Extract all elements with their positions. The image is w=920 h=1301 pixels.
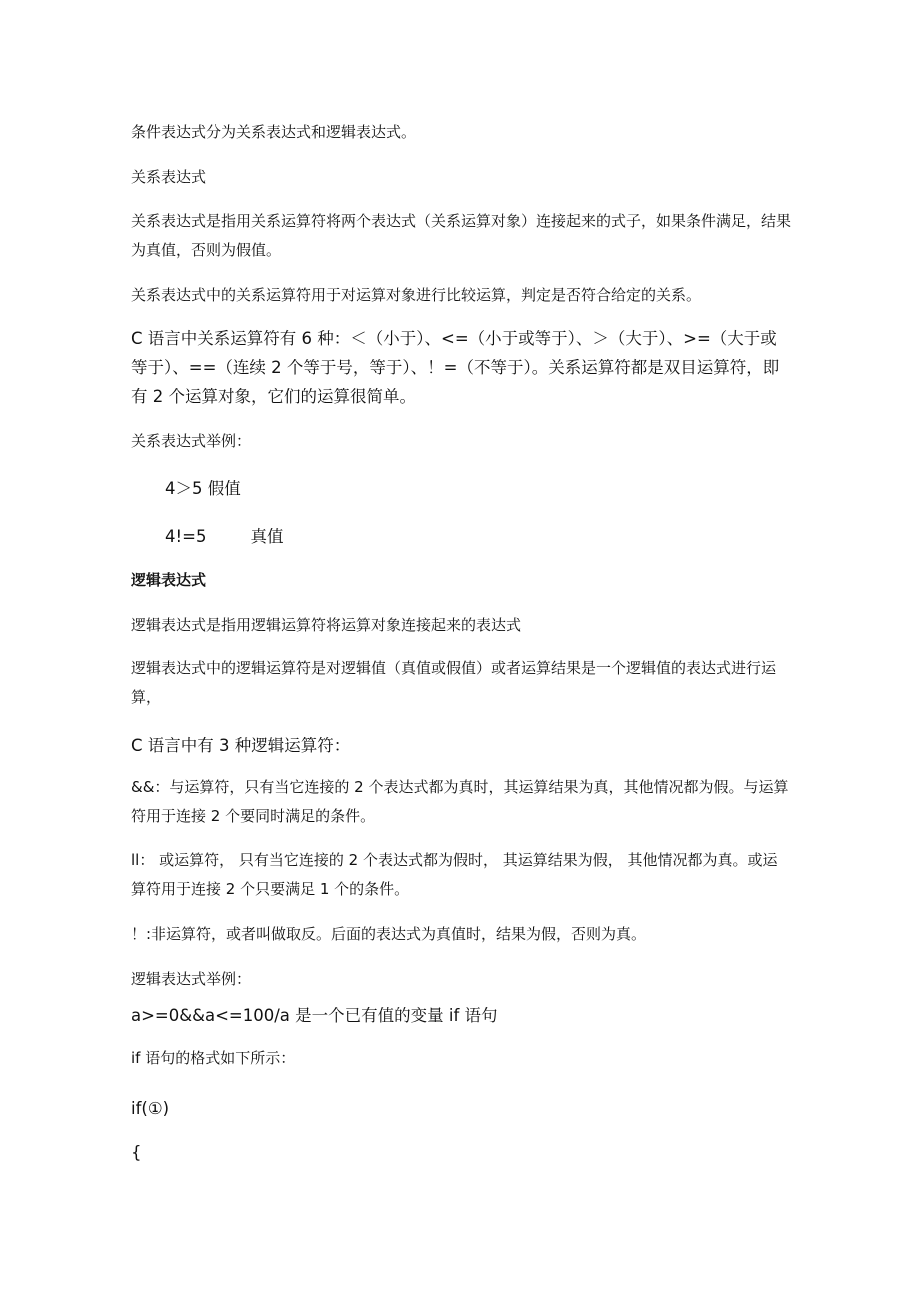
paragraph-intro: 条件表达式分为关系表达式和逻辑表达式。: [131, 123, 417, 141]
heading-relational-expression: 关系表达式: [131, 168, 207, 186]
heading-logical-expression: 逻辑表达式: [131, 571, 207, 589]
code-if-line: if(①): [131, 1099, 170, 1118]
paragraph-logical-example-title: 逻辑表达式举例：: [131, 970, 252, 988]
paragraph-logical-operators-count: C 语言中有 3 种逻辑运算符：: [131, 736, 351, 755]
paragraph-relational-definition: 关系表达式是指用关系运算符将两个表达式（关系运算对象）连接起来的式子，如果条件满足，结果为真值，否则为假值。: [131, 212, 792, 259]
paragraph-logical-definition: 逻辑表达式是指用逻辑运算符将运算对象连接起来的表达式: [131, 616, 522, 634]
paragraph-and-operator: &&：与运算符，只有当它连接的 2 个表达式都为真时，其运算结果为真，其他情况都为假。与运算符用于连接 2 个要同时满足的条件。: [131, 778, 789, 825]
example-relational-2-expr: 4!=5: [165, 527, 207, 546]
paragraph-relational-example-title: 关系表达式举例：: [131, 432, 252, 450]
code-open-brace: {: [131, 1143, 142, 1162]
paragraph-if-statement-format: if 语句的格式如下所示：: [131, 1049, 296, 1067]
paragraph-logical-example: a>=0&&a<=100/a 是一个已有值的变量 if 语句: [131, 1006, 498, 1025]
paragraph-relational-operators-list: C 语言中关系运算符有 6 种：＜（小于）、<=（小于或等于）、＞（大于）、>=（大于或等于）、==（连续 2 个等于号，等于）、！=（不等于）。关系运算符都是双目运算符，即有 2 个运算对象，它们的运算很简单。: [131, 329, 780, 406]
example-relational-1: 4＞5 假值: [165, 479, 241, 498]
example-relational-2-value: 真值: [250, 527, 284, 546]
example-relational-2: [165, 522, 825, 551]
paragraph-or-operator: ll： 或运算符， 只有当它连接的 2 个表达式都为假时， 其运算结果为假， 其他情况都为真。或运算符用于连接 2 个只要满足 1 个的条件。: [131, 851, 778, 898]
paragraph-relational-operators-purpose: 关系表达式中的关系运算符用于对运算对象进行比较运算，判定是否符合给定的关系。: [131, 286, 702, 304]
paragraph-not-operator: ！:非运算符，或者叫做取反。后面的表达式为真值时，结果为假，否则为真。: [131, 925, 647, 943]
paragraph-logical-operators-purpose: 逻辑表达式中的逻辑运算符是对逻辑值（真值或假值）或者运算结果是一个逻辑值的表达式进行运算，: [131, 659, 777, 706]
